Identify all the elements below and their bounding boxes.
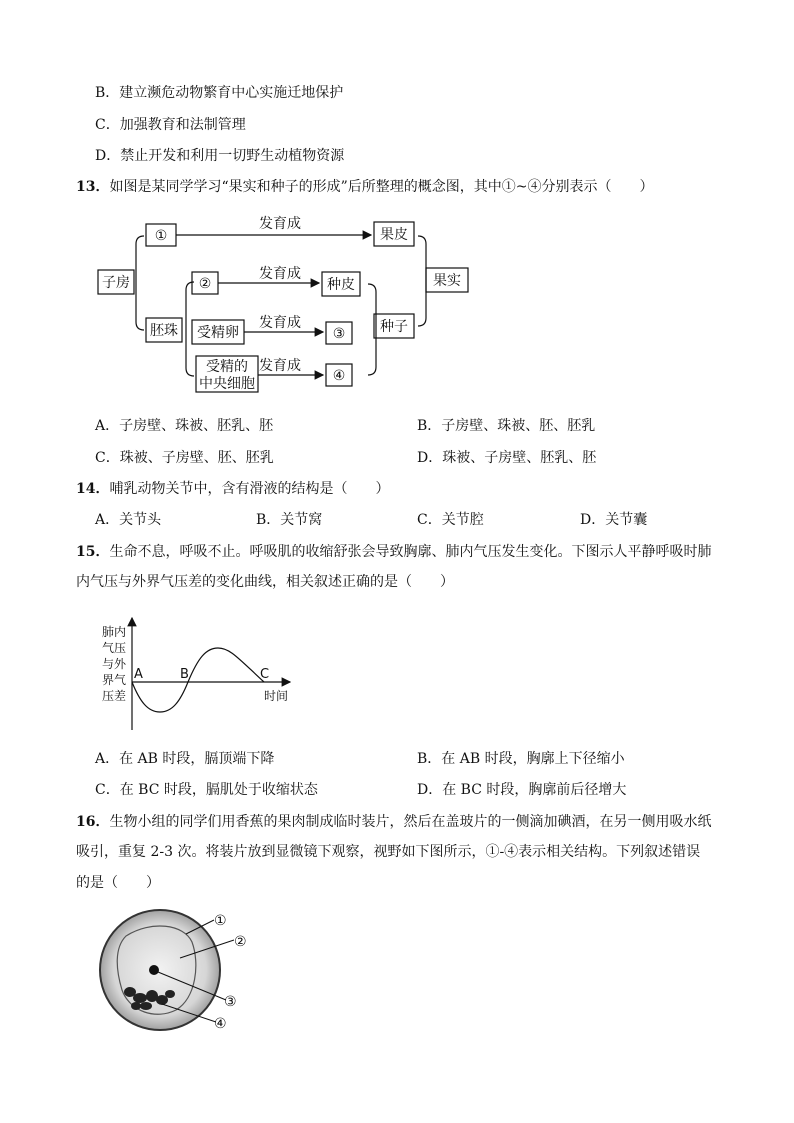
seed-label: 种子 bbox=[380, 319, 408, 335]
ylabel-line-3: 与外 bbox=[102, 657, 127, 671]
seed-coat-label: 种皮 bbox=[327, 277, 355, 293]
nucleus bbox=[149, 965, 159, 975]
q14-option-b: B．关节窝 bbox=[256, 512, 323, 528]
q15-option-d: D．在 BC 时段，胸廓前后径增大 bbox=[417, 782, 627, 798]
develops-label-4: 发育成 bbox=[259, 358, 301, 374]
q13-option-c: C．珠被、子房壁、胚、胚乳 bbox=[95, 450, 274, 466]
q16-number: 16． bbox=[76, 814, 110, 830]
q14-option-d: D．关节囊 bbox=[580, 512, 648, 528]
central-cell-label-2: 中央细胞 bbox=[199, 376, 255, 392]
q15-number: 15． bbox=[76, 544, 110, 560]
central-cell-label-1: 受精的 bbox=[206, 359, 248, 375]
q12-option-d: D．禁止开发和利用一切野生动植物资源 bbox=[95, 148, 345, 164]
q16-stem-line-2: 吸引，重复 2-3 次。将装片放到显微镜下观察，视野如下图所示，①-④表示相关结构。下列叙述错误 bbox=[76, 844, 701, 860]
q13-stem-text: 如图是某同学学习“果实和种子的形成”后所整理的概念图，其中①~④分别表示（ ） bbox=[109, 179, 654, 195]
q14-stem-text: 哺乳动物关节中，含有滑液的结构是（ ） bbox=[109, 481, 390, 497]
fruit-formation-concept-map bbox=[90, 210, 490, 400]
q13-option-b: B．子房壁、珠被、胚、胚乳 bbox=[417, 418, 596, 434]
q14-number: 14． bbox=[76, 481, 110, 497]
develops-label-1: 发育成 bbox=[259, 216, 301, 232]
ylabel-line-4: 界气 bbox=[102, 673, 127, 687]
node-1-label: ① bbox=[154, 228, 168, 244]
microscope-field-figure bbox=[96, 906, 276, 1040]
q14-option-a: A．关节头 bbox=[95, 512, 162, 528]
q13-number: 13． bbox=[76, 179, 110, 195]
q12-option-c: C．加强教育和法制管理 bbox=[95, 117, 246, 133]
fertilized-egg-label: 受精卵 bbox=[197, 325, 239, 341]
point-a-label: A bbox=[134, 667, 143, 682]
q16-stem-line-3: 的是（ ） bbox=[76, 875, 160, 891]
q12-option-b: B．建立濒危动物繁育中心实施迁地保护 bbox=[95, 85, 344, 101]
ovule-label: 胚珠 bbox=[150, 323, 178, 339]
ovary-label: 子房 bbox=[102, 275, 130, 291]
pericarp-label: 果皮 bbox=[380, 227, 408, 243]
q14-stem bbox=[76, 478, 389, 498]
ylabel-line-2: 气压 bbox=[102, 641, 127, 655]
xlabel: 时间 bbox=[264, 689, 289, 703]
q14-option-c: C．关节腔 bbox=[417, 512, 484, 528]
node-3-label: ③ bbox=[332, 326, 346, 342]
q15-option-a: A．在 AB 时段，膈顶端下降 bbox=[95, 751, 275, 767]
lung-pressure-curve bbox=[96, 612, 306, 736]
q15-stem-line-2: 内气压与外界气压差的变化曲线，相关叙述正确的是（ ） bbox=[76, 574, 454, 590]
q16-stem-text-1: 生物小组的同学们用香蕉的果肉制成临时装片，然后在盖玻片的一侧滴加碘酒，在另一侧用吸水纸 bbox=[109, 814, 712, 830]
ylabel-line-5: 压差 bbox=[102, 689, 127, 703]
label-4: ④ bbox=[214, 1016, 227, 1032]
q13-stem bbox=[76, 176, 654, 196]
label-1: ① bbox=[214, 913, 227, 929]
point-b-label: B bbox=[180, 667, 189, 682]
q15-stem-line-1 bbox=[76, 541, 711, 561]
fruit-label: 果实 bbox=[433, 273, 461, 289]
q16-stem-line-1 bbox=[76, 811, 711, 831]
q15-stem-text-1: 生命不息，呼吸不止。呼吸肌的收缩舒张会导致胸廓、肺内气压发生变化。下图示人平静呼吸时肺 bbox=[109, 544, 712, 560]
q13-option-a: A．子房壁、珠被、胚乳、胚 bbox=[95, 418, 274, 434]
q15-option-b: B．在 AB 时段，胸廓上下径缩小 bbox=[417, 751, 625, 767]
node-2-label: ② bbox=[198, 276, 212, 292]
label-2: ② bbox=[234, 934, 247, 950]
q15-option-c: C．在 BC 时段，膈肌处于收缩状态 bbox=[95, 782, 318, 798]
develops-label-3: 发育成 bbox=[259, 315, 301, 331]
ylabel-line-1: 肺内 bbox=[102, 625, 127, 639]
point-c-label: C bbox=[260, 667, 270, 682]
q13-option-d: D．珠被、子房壁、胚乳、胚 bbox=[417, 450, 597, 466]
develops-label-2: 发育成 bbox=[259, 266, 301, 282]
label-3: ③ bbox=[224, 994, 237, 1010]
node-4-label: ④ bbox=[332, 368, 346, 384]
pressure-curve bbox=[132, 648, 264, 712]
